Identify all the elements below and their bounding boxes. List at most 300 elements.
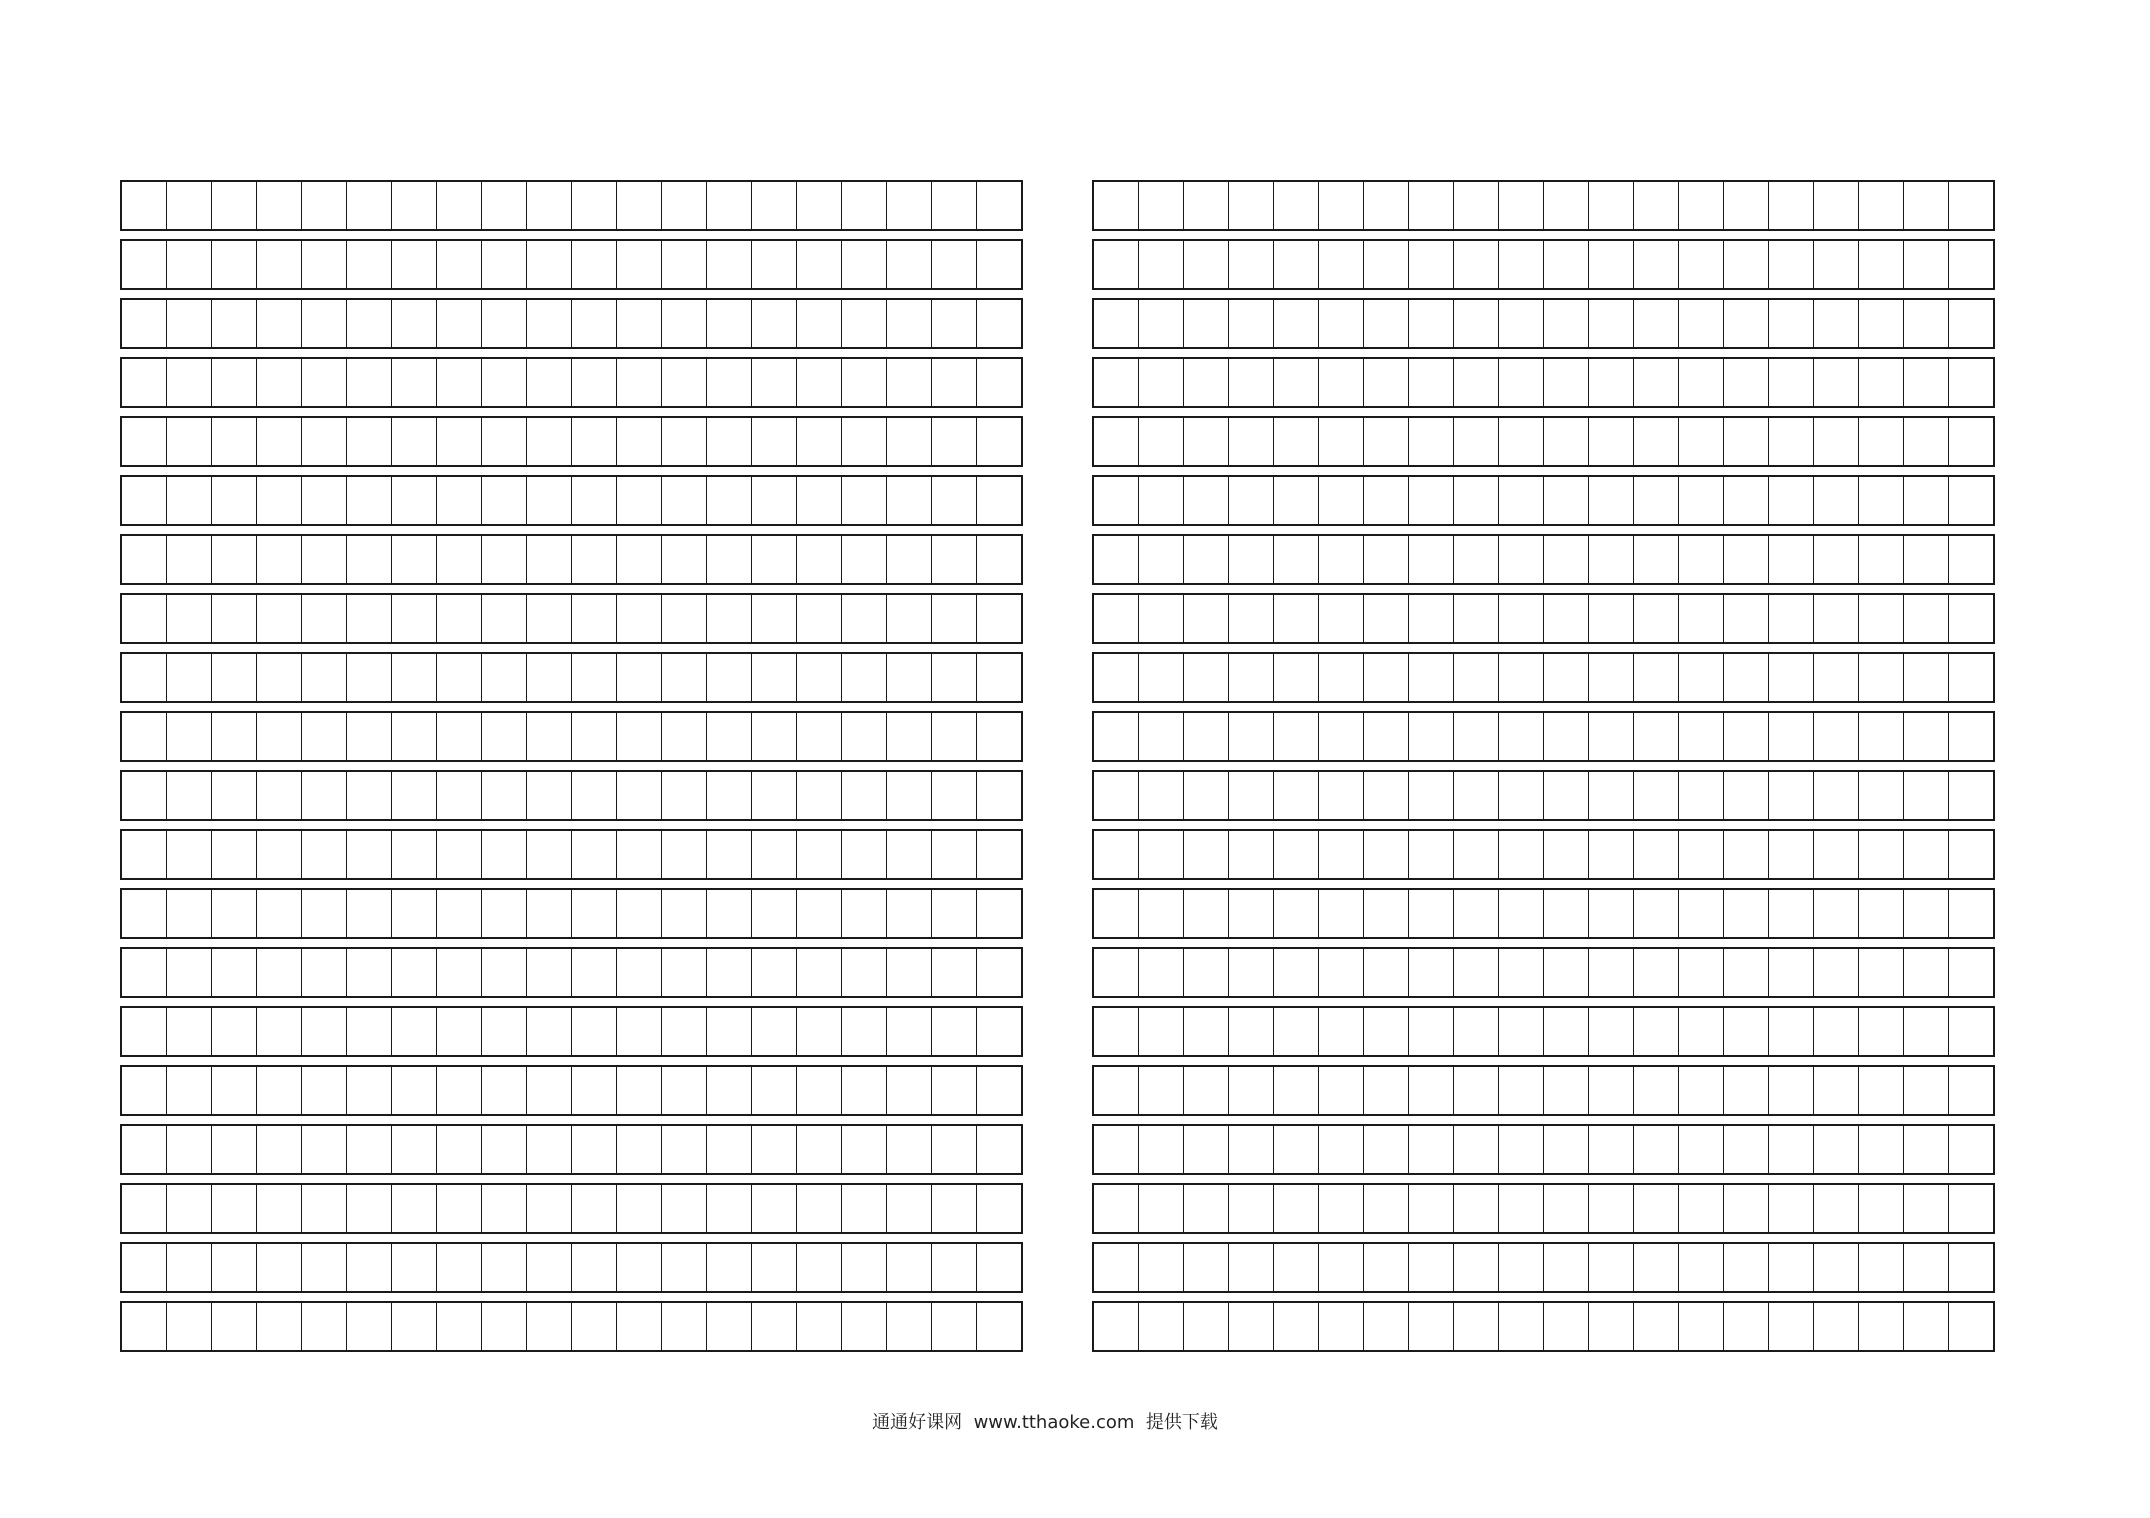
grid-cell <box>1094 418 1139 465</box>
grid-cell <box>1454 1185 1499 1232</box>
grid-cell <box>1949 772 1993 819</box>
grid-cell <box>887 831 932 878</box>
grid-cell <box>1634 359 1679 406</box>
grid-cell <box>527 713 572 760</box>
grid-cell <box>572 418 617 465</box>
grid-cell <box>1319 1244 1364 1291</box>
grid-cell <box>617 949 662 996</box>
grid-cell <box>1769 1185 1814 1232</box>
grid-cell <box>1229 949 1274 996</box>
grid-cell <box>392 1303 437 1350</box>
grid-cell <box>887 772 932 819</box>
grid-cell <box>1769 654 1814 701</box>
grid-cell <box>977 595 1021 642</box>
grid-cell <box>1454 359 1499 406</box>
grid-row <box>1092 1124 1995 1175</box>
grid-cell <box>1094 359 1139 406</box>
grid-cell <box>1589 772 1634 819</box>
grid-cell <box>842 359 887 406</box>
grid-cell <box>572 890 617 937</box>
grid-cell <box>1949 1185 1993 1232</box>
grid-cell <box>1364 831 1409 878</box>
grid-cell <box>887 241 932 288</box>
grid-cell <box>842 300 887 347</box>
grid-cell <box>1634 300 1679 347</box>
grid-cell <box>842 949 887 996</box>
grid-cell <box>1904 1244 1949 1291</box>
grid-cell <box>1274 831 1319 878</box>
grid-cell <box>392 831 437 878</box>
grid-cell <box>707 536 752 583</box>
grid-cell <box>1949 182 1993 229</box>
grid-cell <box>887 654 932 701</box>
grid-cell <box>977 536 1021 583</box>
grid-cell <box>1544 1126 1589 1173</box>
grid-cell <box>932 772 977 819</box>
grid-cell <box>1859 654 1904 701</box>
grid-row <box>120 1242 1023 1293</box>
grid-cell <box>527 772 572 819</box>
grid-row <box>1092 947 1995 998</box>
grid-cell <box>1904 595 1949 642</box>
grid-cell <box>1814 772 1859 819</box>
grid-cell <box>1724 713 1769 760</box>
grid-cell <box>482 182 527 229</box>
grid-cell <box>752 1185 797 1232</box>
grid-cell <box>257 241 302 288</box>
grid-cell <box>797 831 842 878</box>
grid-cell <box>1229 477 1274 524</box>
grid-cell <box>1409 1067 1454 1114</box>
grid-row <box>120 652 1023 703</box>
grid-cell <box>167 1244 212 1291</box>
grid-cell <box>482 359 527 406</box>
grid-cell <box>1769 713 1814 760</box>
grid-cell <box>1184 359 1229 406</box>
grid-cell <box>1769 418 1814 465</box>
grid-cell <box>527 1126 572 1173</box>
grid-cell <box>527 182 572 229</box>
grid-cell <box>1904 477 1949 524</box>
grid-cell <box>1634 182 1679 229</box>
grid-cell <box>347 536 392 583</box>
grid-cell <box>122 949 167 996</box>
grid-cell <box>482 1244 527 1291</box>
grid-cell <box>1679 359 1724 406</box>
grid-cell <box>1274 477 1319 524</box>
grid-cell <box>977 949 1021 996</box>
grid-cell <box>1904 300 1949 347</box>
grid-cell <box>257 1067 302 1114</box>
grid-cell <box>1724 1008 1769 1055</box>
grid-cell <box>1949 713 1993 760</box>
grid-cell <box>1724 1303 1769 1350</box>
grid-cell <box>392 772 437 819</box>
grid-cell <box>797 1185 842 1232</box>
grid-row <box>1092 888 1995 939</box>
grid-cell <box>1679 241 1724 288</box>
grid-cell <box>1094 477 1139 524</box>
grid-cell <box>482 595 527 642</box>
grid-cell <box>617 418 662 465</box>
grid-row <box>1092 357 1995 408</box>
grid-cell <box>1274 1244 1319 1291</box>
grid-cell <box>977 477 1021 524</box>
grid-cell <box>122 1244 167 1291</box>
grid-cell <box>212 418 257 465</box>
grid-cell <box>392 1008 437 1055</box>
grid-cell <box>437 300 482 347</box>
grid-cell <box>707 359 752 406</box>
grid-cell <box>707 713 752 760</box>
grid-row <box>120 770 1023 821</box>
grid-cell <box>977 1185 1021 1232</box>
grid-cell <box>842 713 887 760</box>
grid-cell <box>1814 1067 1859 1114</box>
grid-cell <box>1769 772 1814 819</box>
grid-cell <box>122 418 167 465</box>
grid-row <box>120 829 1023 880</box>
grid-cell <box>302 772 347 819</box>
grid-cell <box>617 831 662 878</box>
grid-cell <box>212 1126 257 1173</box>
grid-cell <box>437 831 482 878</box>
grid-cell <box>347 359 392 406</box>
grid-cell <box>1589 300 1634 347</box>
grid-cell <box>392 477 437 524</box>
grid-row <box>120 180 1023 231</box>
grid-cell <box>932 949 977 996</box>
grid-cell <box>1814 241 1859 288</box>
grid-cell <box>1409 595 1454 642</box>
grid-cell <box>1769 1008 1814 1055</box>
grid-cell <box>932 359 977 406</box>
grid-cell <box>1274 182 1319 229</box>
grid-cell <box>347 1185 392 1232</box>
grid-cell <box>932 1185 977 1232</box>
grid-cell <box>437 1126 482 1173</box>
grid-row <box>120 239 1023 290</box>
grid-cell <box>932 654 977 701</box>
grid-cell <box>842 654 887 701</box>
grid-cell <box>842 831 887 878</box>
grid-cell <box>302 477 347 524</box>
grid-cell <box>1769 831 1814 878</box>
grid-cell <box>1454 772 1499 819</box>
grid-cell <box>1454 713 1499 760</box>
grid-cell <box>1499 713 1544 760</box>
grid-cell <box>1634 1126 1679 1173</box>
grid-cell <box>887 890 932 937</box>
grid-cell <box>1319 1303 1364 1350</box>
grid-cell <box>257 713 302 760</box>
grid-cell <box>1364 536 1409 583</box>
grid-cell <box>1589 1244 1634 1291</box>
grid-cell <box>932 1008 977 1055</box>
grid-cell <box>1724 831 1769 878</box>
grid-cell <box>167 418 212 465</box>
grid-cell <box>302 1303 347 1350</box>
grid-cell <box>167 890 212 937</box>
grid-row <box>1092 829 1995 880</box>
grid-cell <box>1589 654 1634 701</box>
grid-cell <box>122 1303 167 1350</box>
grid-row <box>120 1124 1023 1175</box>
grid-cell <box>482 1185 527 1232</box>
grid-cell <box>1769 241 1814 288</box>
grid-cell <box>1409 772 1454 819</box>
grid-cell <box>572 1185 617 1232</box>
grid-cell <box>1184 1185 1229 1232</box>
grid-cell <box>1724 359 1769 406</box>
grid-cell <box>1904 536 1949 583</box>
grid-cell <box>1094 182 1139 229</box>
grid-cell <box>1634 949 1679 996</box>
grid-cell <box>1454 1126 1499 1173</box>
grid-cell <box>1229 1008 1274 1055</box>
grid-cell <box>1634 241 1679 288</box>
grid-cell <box>167 300 212 347</box>
grid-cell <box>1634 1067 1679 1114</box>
grid-cell <box>1364 477 1409 524</box>
grid-cell <box>1724 300 1769 347</box>
grid-cell <box>167 1008 212 1055</box>
grid-cell <box>437 1244 482 1291</box>
grid-cell <box>1364 418 1409 465</box>
grid-cell <box>1679 1303 1724 1350</box>
grid-cell <box>1634 477 1679 524</box>
grid-cell <box>797 241 842 288</box>
grid-cell <box>752 772 797 819</box>
grid-cell <box>1229 418 1274 465</box>
writing-grid-left <box>120 180 1023 1352</box>
grid-cell <box>1544 359 1589 406</box>
grid-cell <box>392 359 437 406</box>
grid-cell <box>1814 359 1859 406</box>
grid-cell <box>212 536 257 583</box>
grid-cell <box>572 949 617 996</box>
grid-row <box>1092 180 1995 231</box>
grid-cell <box>1184 536 1229 583</box>
grid-cell <box>797 182 842 229</box>
grid-cell <box>572 477 617 524</box>
grid-cell <box>527 536 572 583</box>
grid-cell <box>572 654 617 701</box>
grid-cell <box>842 1303 887 1350</box>
grid-cell <box>977 418 1021 465</box>
grid-cell <box>257 890 302 937</box>
grid-cell <box>527 477 572 524</box>
grid-cell <box>347 1067 392 1114</box>
grid-cell <box>527 654 572 701</box>
grid-cell <box>302 1067 347 1114</box>
grid-cell <box>617 536 662 583</box>
grid-cell <box>167 949 212 996</box>
grid-cell <box>1679 418 1724 465</box>
grid-cell <box>842 536 887 583</box>
grid-cell <box>1589 713 1634 760</box>
grid-cell <box>977 1244 1021 1291</box>
grid-cell <box>797 418 842 465</box>
grid-cell <box>1319 1185 1364 1232</box>
grid-cell <box>1544 536 1589 583</box>
grid-row <box>120 1065 1023 1116</box>
grid-cell <box>1859 890 1904 937</box>
grid-cell <box>527 831 572 878</box>
grid-cell <box>617 654 662 701</box>
grid-cell <box>752 595 797 642</box>
grid-cell <box>1679 595 1724 642</box>
grid-cell <box>1094 1185 1139 1232</box>
grid-cell <box>1544 241 1589 288</box>
grid-cell <box>662 1303 707 1350</box>
grid-cell <box>437 890 482 937</box>
grid-cell <box>572 300 617 347</box>
grid-cell <box>617 1185 662 1232</box>
grid-cell <box>572 359 617 406</box>
grid-cell <box>752 300 797 347</box>
grid-cell <box>302 359 347 406</box>
grid-cell <box>932 182 977 229</box>
grid-cell <box>1814 418 1859 465</box>
grid-cell <box>122 772 167 819</box>
grid-cell <box>1094 772 1139 819</box>
grid-cell <box>1544 477 1589 524</box>
grid-cell <box>1364 1126 1409 1173</box>
grid-cell <box>1409 241 1454 288</box>
grid-cell <box>1319 1008 1364 1055</box>
grid-cell <box>527 1008 572 1055</box>
grid-cell <box>212 182 257 229</box>
grid-cell <box>662 241 707 288</box>
grid-cell <box>1229 1067 1274 1114</box>
grid-cell <box>482 772 527 819</box>
grid-cell <box>1274 1185 1319 1232</box>
grid-cell <box>707 890 752 937</box>
grid-cell <box>1859 713 1904 760</box>
grid-cell <box>302 536 347 583</box>
grid-row <box>120 711 1023 762</box>
grid-cell <box>1724 1067 1769 1114</box>
grid-cell <box>527 359 572 406</box>
grid-cell <box>1184 418 1229 465</box>
grid-cell <box>1274 1126 1319 1173</box>
grid-cell <box>212 595 257 642</box>
grid-cell <box>167 713 212 760</box>
grid-row <box>120 357 1023 408</box>
grid-cell <box>662 1067 707 1114</box>
grid-cell <box>257 182 302 229</box>
grid-cell <box>1364 654 1409 701</box>
grid-cell <box>482 477 527 524</box>
grid-cell <box>1364 1008 1409 1055</box>
grid-cell <box>482 713 527 760</box>
grid-cell <box>707 654 752 701</box>
grid-cell <box>212 1303 257 1350</box>
grid-cell <box>257 418 302 465</box>
grid-cell <box>662 1244 707 1291</box>
grid-cell <box>1949 654 1993 701</box>
grid-cell <box>887 713 932 760</box>
grid-cell <box>1139 1126 1184 1173</box>
grid-cell <box>1499 1067 1544 1114</box>
grid-cell <box>1814 182 1859 229</box>
grid-cell <box>1454 300 1499 347</box>
grid-cell <box>302 1126 347 1173</box>
grid-cell <box>1319 831 1364 878</box>
grid-cell <box>842 595 887 642</box>
grid-cell <box>482 831 527 878</box>
grid-cell <box>1319 418 1364 465</box>
grid-cell <box>1319 477 1364 524</box>
grid-cell <box>437 595 482 642</box>
grid-cell <box>1634 536 1679 583</box>
grid-cell <box>1949 1067 1993 1114</box>
grid-cell <box>1229 1244 1274 1291</box>
grid-cell <box>1724 536 1769 583</box>
grid-cell <box>1319 890 1364 937</box>
grid-cell <box>977 1067 1021 1114</box>
grid-cell <box>1364 359 1409 406</box>
grid-row <box>1092 475 1995 526</box>
grid-cell <box>1904 654 1949 701</box>
grid-cell <box>257 949 302 996</box>
grid-cell <box>1634 654 1679 701</box>
grid-cell <box>1364 300 1409 347</box>
grid-cell <box>1769 1303 1814 1350</box>
grid-cell <box>1679 831 1724 878</box>
grid-cell <box>1949 831 1993 878</box>
grid-cell <box>1229 890 1274 937</box>
grid-cell <box>347 772 392 819</box>
grid-cell <box>212 241 257 288</box>
grid-cell <box>1679 477 1724 524</box>
grid-cell <box>662 595 707 642</box>
grid-cell <box>1229 241 1274 288</box>
writing-grid-right <box>1092 180 1995 1352</box>
grid-cell <box>1364 1067 1409 1114</box>
grid-cell <box>797 1067 842 1114</box>
grid-cell <box>1814 536 1859 583</box>
grid-cell <box>527 1067 572 1114</box>
grid-cell <box>1859 1303 1904 1350</box>
grid-cell <box>437 772 482 819</box>
grid-cell <box>1544 654 1589 701</box>
grid-cell <box>347 890 392 937</box>
grid-cell <box>527 1244 572 1291</box>
grid-cell <box>257 477 302 524</box>
grid-cell <box>1454 831 1499 878</box>
grid-cell <box>1589 241 1634 288</box>
grid-cell <box>1139 654 1184 701</box>
grid-cell <box>1229 831 1274 878</box>
grid-cell <box>1364 890 1409 937</box>
grid-cell <box>1364 595 1409 642</box>
grid-cell <box>482 418 527 465</box>
grid-cell <box>1184 890 1229 937</box>
grid-cell <box>167 536 212 583</box>
grid-cell <box>122 890 167 937</box>
grid-cell <box>662 831 707 878</box>
footer-credit: 通通好课网 www.tthaoke.com 提供下载 <box>872 1412 1218 1433</box>
grid-cell <box>1544 1303 1589 1350</box>
grid-cell <box>1274 1008 1319 1055</box>
grid-cell <box>1274 241 1319 288</box>
grid-cell <box>1859 1067 1904 1114</box>
grid-cell <box>1859 949 1904 996</box>
grid-cell <box>572 536 617 583</box>
grid-cell <box>1319 713 1364 760</box>
